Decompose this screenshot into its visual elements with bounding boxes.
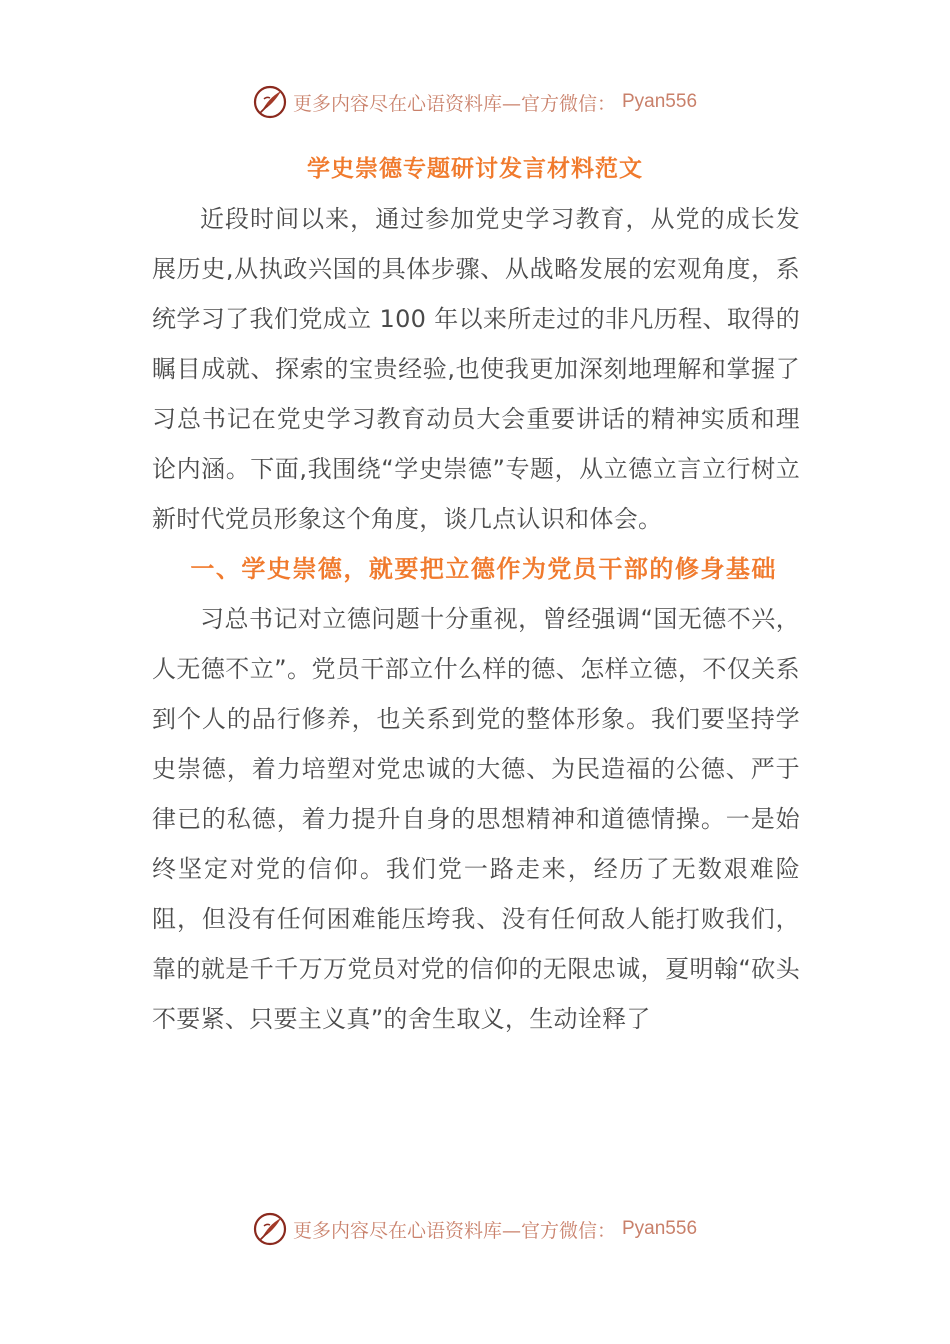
header-banner xyxy=(0,82,950,122)
banner-text: 更多内容尽在心语资料库—官方微信： xyxy=(292,92,616,115)
section-paragraph: 习总书记对立德问题十分重视，曾经强调“国无德不兴，人无德不立”。党员干部立什么样的德、怎样立德，不仅关系到个人的品行修养，也关系到党的整体形象。我们要坚持学史崇德，着力培塑对党忠诚的大德、为民造福的公德、严于律已的私德，着力提升自身的思想精神和道德情操。一是始终坚定对党的信仰。我们党一路走来，经历了无数艰难险阻，但没有任何困难能压垮我、没有任何敌人能打败我们，靠的就是千千万万党员对党的信仰的无限忠诚，夏明翰“砍头不要紧、只要主义真”的舍生取义，生动诠释了 xyxy=(152,605,800,1033)
intro-paragraph: 近段时间以来，通过参加党史学习教育，从党的成长发展历史,从执政兴国的具体步骤、从战略发展的宏观角度，系统学习了我们党成立 100 年以来所走过的非凡历程、取得的瞩目成就、探索的宝贵经验,也使我更加深刻地理解和掌握了习总书记在党史学习教育动员大会重要讲话的精神实质和理论内涵。下面,我围绕“学史崇德”专题，从立德立言立行树立新时代党员形象这个角度，谈几点认识和体会。 xyxy=(152,205,800,533)
footer-banner xyxy=(0,1209,950,1249)
banner-text: 更多内容尽在心语资料库—官方微信： xyxy=(292,1219,616,1242)
document-body xyxy=(152,194,800,1044)
quill-pen-logo-icon xyxy=(253,1212,287,1246)
banner-wechat-id: Pyan556 xyxy=(622,91,698,112)
quill-pen-logo-icon xyxy=(253,85,287,119)
section-heading: 一、学史崇德，就要把立德作为党员干部的修身基础 xyxy=(190,555,777,583)
banner-wechat-id: Pyan556 xyxy=(622,1218,698,1239)
document-title: 学史崇德专题研讨发言材料范文 xyxy=(307,156,643,182)
